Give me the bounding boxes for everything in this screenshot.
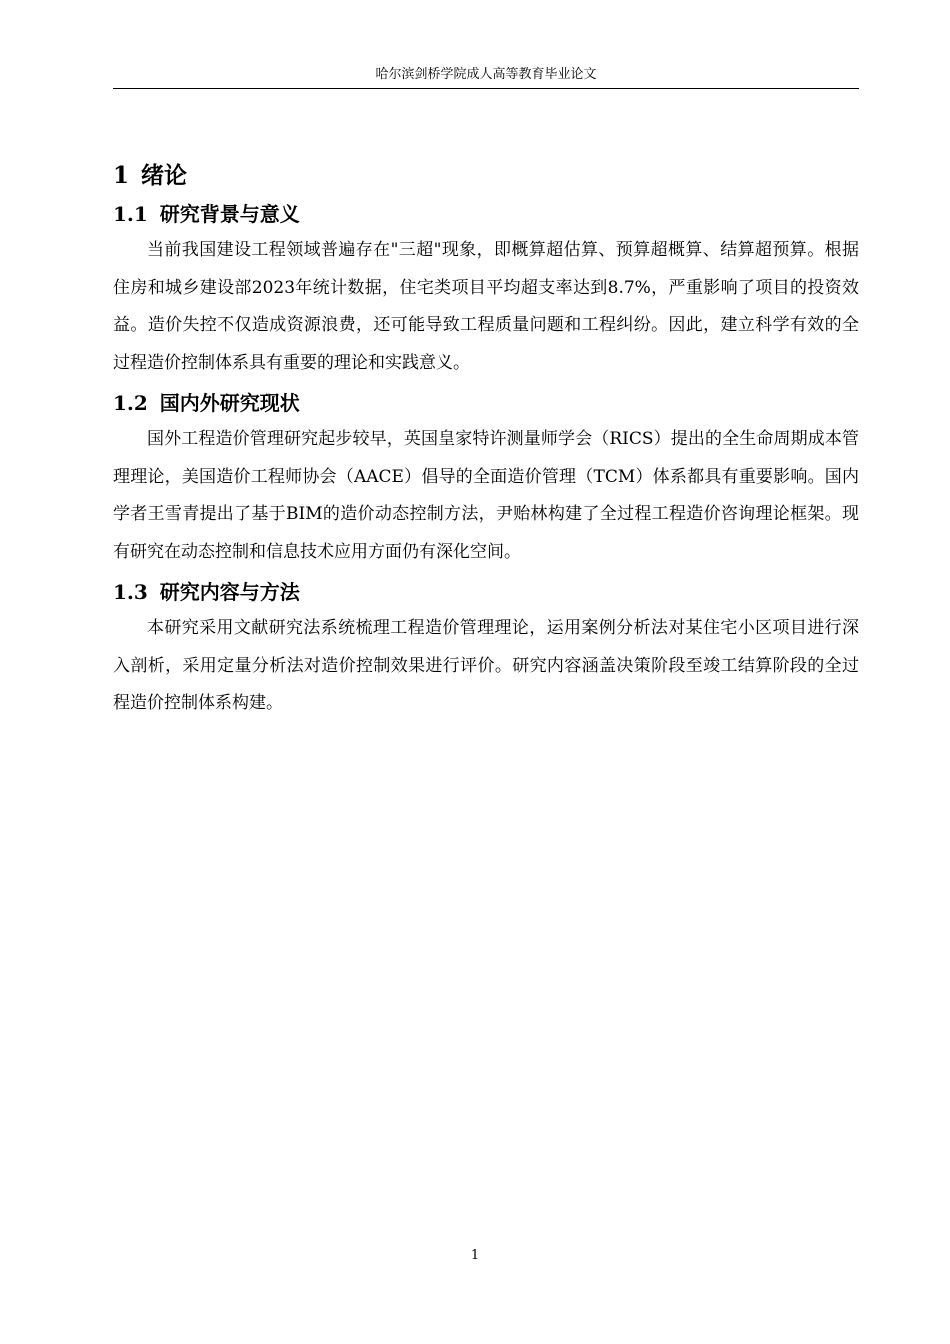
running-header-title: 哈尔滨剑桥学院成人高等教育毕业论文 (375, 67, 597, 82)
section-title-1-1 (113, 196, 859, 232)
section-title-text: 研究背景与意义 (159, 202, 300, 226)
section-title-1-3 (113, 574, 859, 610)
section-number: 1.2 (113, 391, 148, 415)
page-content (113, 156, 859, 726)
section-1-1-paragraph: 当前我国建设工程领域普遍存在"三超"现象，即概算超估算、预算超概算、结算超预算。根据住房和城乡建设部2023年统计数据，住宅类项目平均超支率达到8.7%，严重影响了项目的投资效益。造价失控不仅造成资源浪费，还可能导致工程质量问题和工程纠纷。因此，建立科学有效的全过程造价控制体系具有重要的理论和实践意义。 (113, 240, 859, 373)
section-1-2-paragraph: 国外工程造价管理研究起步较早，英国皇家特许测量师学会（RICS）提出的全生命周期成本管理理论，美国造价工程师协会（AACE）倡导的全面造价管理（TCM）体系都具有重要影响。国内学者王雪青提出了基于BIM的造价动态控制方法，尹贻林构建了全过程工程造价咨询理论框架。现有研究在动态控制和信息技术应用方面仍有深化空间。 (113, 429, 859, 562)
section-number: 1.1 (113, 202, 148, 226)
section-title-1-2 (113, 385, 859, 421)
chapter-title-text: 绪论 (141, 162, 188, 189)
chapter-title (113, 156, 859, 196)
chapter-number: 1 (113, 162, 130, 189)
section-title-text: 研究内容与方法 (159, 580, 300, 604)
running-header (113, 64, 859, 89)
section-title-text: 国内外研究现状 (159, 391, 300, 415)
section-number: 1.3 (113, 580, 148, 604)
page-number: 1 (470, 1248, 480, 1263)
section-1-3-paragraph: 本研究采用文献研究法系统梳理工程造价管理理论，运用案例分析法对某住宅小区项目进行深入剖析，采用定量分析法对造价控制效果进行评价。研究内容涵盖决策阶段至竣工结算阶段的全过程造价控制体系构建。 (113, 618, 859, 713)
